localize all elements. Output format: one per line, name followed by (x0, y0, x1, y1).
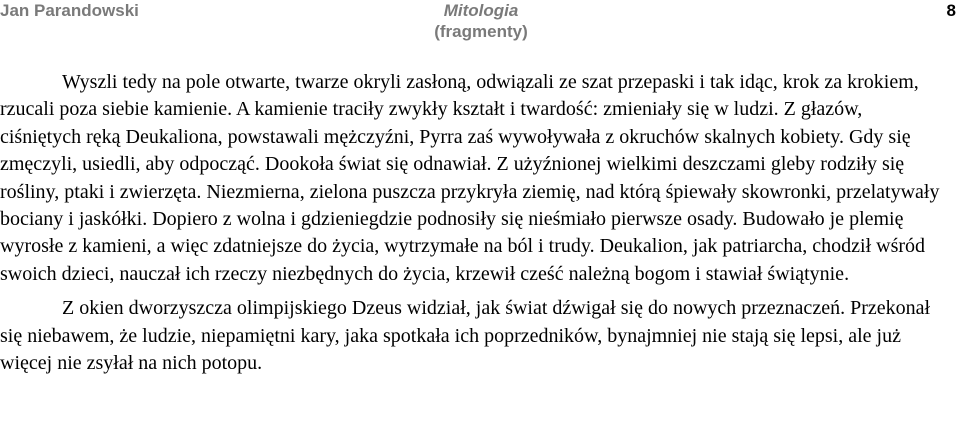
paragraph: Wyszli tedy na pole otwarte, twarze okryli zasłoną, odwiązali ze szat przepaski i tak idąc, krok za krokiem, rzucali poza siebie kamienie. A kamienie traciły zwykły kształt i twardość: zmieniały się w ludzi. Z głazów, ciśniętych ręką Deukaliona, powstawali mężczyźni, Pyrra zaś wywoływała z okruchów skalnych kobiety. Gdy się zmęczyli, usiedli, aby odpocząć. Dookoła świat się odnawiał. Z użyźnionej wielkimi deszczami gleby rodziły się rośliny, ptaki i zwierzęta. Niezmierna, zielona puszcza przykryła ziemię, nad którą śpiewały skowronki, przelatywały bociany i jaskółki. Dopiero z wolna i gdzieniegdzie podnosiły się nieśmiało pierwsze osady. Budowało je plemię wyrosłe z kamieni, a więc zdatniejsze do życia, wytrzymałe na ból i trudy. Deukalion, jak patriarcha, chodził wśród swoich dzieci, nauczał ich rzeczy niezbędnych do życia, krzewił cześć należną bogom i stawiał świątynie. (0, 71, 940, 285)
header-author: Jan Parandowski (0, 1, 139, 20)
page-number: 8 (946, 1, 956, 20)
paragraph: Z okien dworzyszcza olimpijskiego Dzeus widział, jak świat dźwigał się do nowych przeznaczeń. Przekonał się niebawem, że ludzie, niepamiętni kary, jaka spotkała ich poprzedników, bynajmniej nie stają się lepsi, ale już więcej nie zsyłał na nich potopu. (0, 297, 931, 375)
header-title-block (425, 0, 537, 42)
header-title: Mitologia (443, 1, 519, 20)
document-body (0, 69, 948, 377)
header-subtitle: (fragmenty) (434, 22, 528, 41)
page-header (0, 0, 960, 44)
